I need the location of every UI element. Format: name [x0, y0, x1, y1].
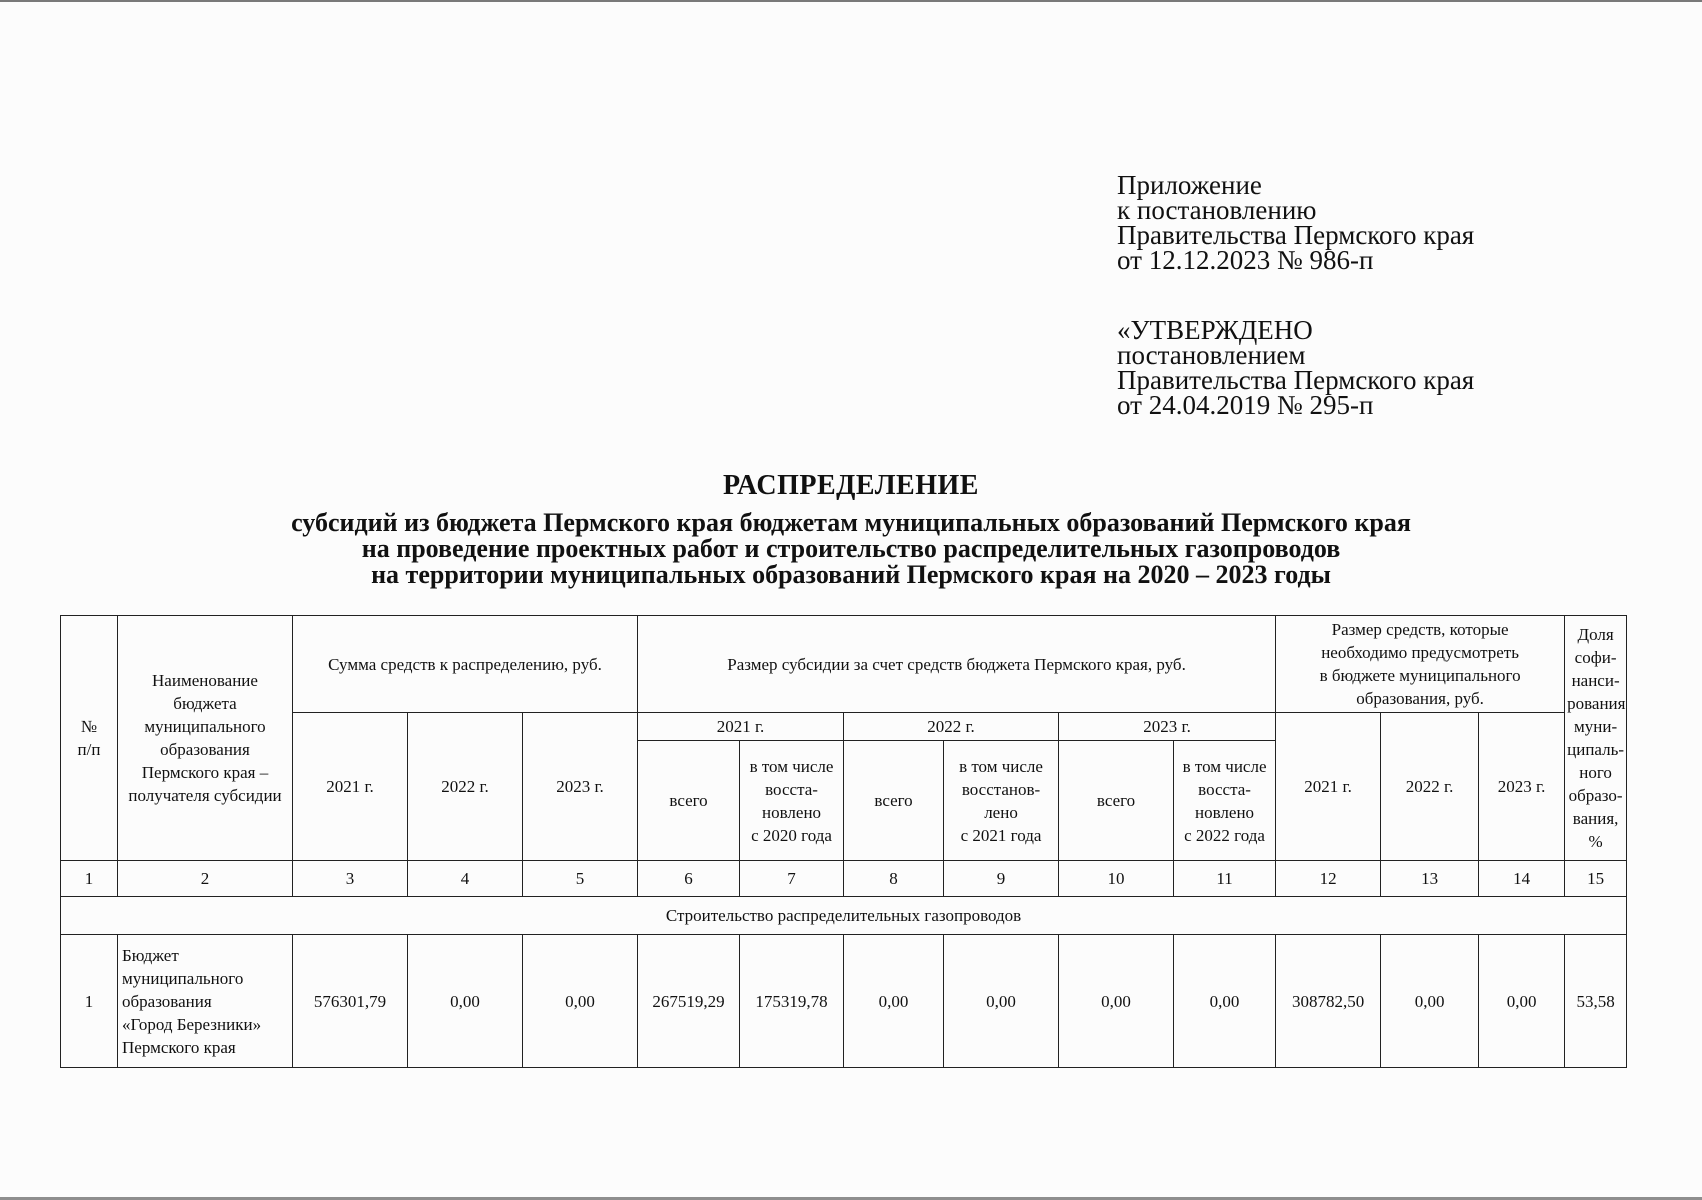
column-number: 4 [408, 861, 523, 897]
column-number: 5 [523, 861, 638, 897]
header-subsidy-group: Размер субсидии за счет средств бюджета Пермского края, руб. [638, 616, 1276, 713]
header-sum-2021: 2021 г. [293, 713, 408, 861]
table-cell: 175319,78 [740, 935, 844, 1068]
header-restored-2022: в том числе восста- новлено с 2022 года [1174, 741, 1276, 861]
column-number: 10 [1059, 861, 1174, 897]
column-number: 14 [1479, 861, 1565, 897]
header-total-2022: всего [844, 741, 944, 861]
approved-line: Правительства Пермского края [1117, 365, 1475, 395]
subtitle-line: на территории муниципальных образований Пермского края на 2020 – 2023 годы [371, 560, 1331, 589]
header-sum-group: Сумма средств к распределению, руб. [293, 616, 638, 713]
header-subsidy-2021: 2021 г. [638, 713, 844, 741]
column-number: 13 [1381, 861, 1479, 897]
column-number: 8 [844, 861, 944, 897]
section-heading: Строительство распределительных газопроводов [61, 897, 1627, 935]
column-number: 1 [61, 861, 118, 897]
appendix-line: от 12.12.2023 № 986-п [1117, 245, 1374, 275]
table-cell: 0,00 [523, 935, 638, 1068]
appendix-header [1117, 170, 1475, 275]
table-cell: 53,58 [1565, 935, 1627, 1068]
approved-line: постановлением [1117, 340, 1306, 370]
approved-line: «УТВЕРЖДЕНО [1117, 315, 1313, 345]
table-cell: 0,00 [944, 935, 1059, 1068]
scan-edge-top [0, 0, 1702, 2]
header-municipal-group: Размер средств, которые необходимо предусмотреть в бюджете муниципального образования, руб. [1276, 616, 1565, 713]
header-num: № п/п [61, 616, 118, 861]
table-cell: 0,00 [1479, 935, 1565, 1068]
appendix-line: Правительства Пермского края [1117, 220, 1475, 250]
header-cofinancing-share: Доля софи- нанси- рования муни- ципаль- ного образо- вания, % [1565, 616, 1627, 861]
header-total-2023: всего [1059, 741, 1174, 861]
document-title: РАСПРЕДЕЛЕНИЕ [723, 470, 979, 501]
column-number: 9 [944, 861, 1059, 897]
column-number: 12 [1276, 861, 1381, 897]
header-sum-2022: 2022 г. [408, 713, 523, 861]
column-number: 15 [1565, 861, 1627, 897]
table-cell: 0,00 [408, 935, 523, 1068]
appendix-line: Приложение [1117, 170, 1262, 200]
header-restored-2020: в том числе восста- новлено с 2020 года [740, 741, 844, 861]
table-cell: 0,00 [844, 935, 944, 1068]
table-cell: 308782,50 [1276, 935, 1381, 1068]
subtitle-line: на проведение проектных работ и строительство распределительных газопроводов [361, 534, 1341, 563]
header-municipal-2022: 2022 г. [1381, 713, 1479, 861]
table-cell: 576301,79 [293, 935, 408, 1068]
header-subsidy-2023: 2023 г. [1059, 713, 1276, 741]
table-row [61, 935, 1627, 1068]
row-number: 1 [61, 935, 118, 1068]
column-number: 7 [740, 861, 844, 897]
column-number: 6 [638, 861, 740, 897]
header-municipal-2023: 2023 г. [1479, 713, 1565, 861]
table-cell: 267519,29 [638, 935, 740, 1068]
header-restored-2021: в том числе восстанов- лено с 2021 года [944, 741, 1059, 861]
table-cell: 0,00 [1381, 935, 1479, 1068]
header-recipient-name: Наименование бюджета муниципального образования Пермского края – получателя субсидии [118, 616, 293, 861]
header-total-2021: всего [638, 741, 740, 861]
column-number-row [61, 861, 1627, 897]
header-subsidy-2022: 2022 г. [844, 713, 1059, 741]
table-cell: 0,00 [1174, 935, 1276, 1068]
header-municipal-2021: 2021 г. [1276, 713, 1381, 861]
column-number: 3 [293, 861, 408, 897]
header-sum-2023: 2023 г. [523, 713, 638, 861]
distribution-table [60, 615, 1627, 1068]
document-subtitle [0, 510, 1702, 588]
approval-stamp-text [1117, 315, 1475, 420]
recipient-name: Бюджет муниципального образования «Город Березники» Пермского края [118, 935, 293, 1068]
subtitle-line: субсидий из бюджета Пермского края бюджетам муниципальных образований Пермского края [291, 508, 1411, 537]
table-cell: 0,00 [1059, 935, 1174, 1068]
appendix-line: к постановлению [1117, 195, 1317, 225]
column-number: 2 [118, 861, 293, 897]
approved-line: от 24.04.2019 № 295-п [1117, 390, 1374, 420]
column-number: 11 [1174, 861, 1276, 897]
